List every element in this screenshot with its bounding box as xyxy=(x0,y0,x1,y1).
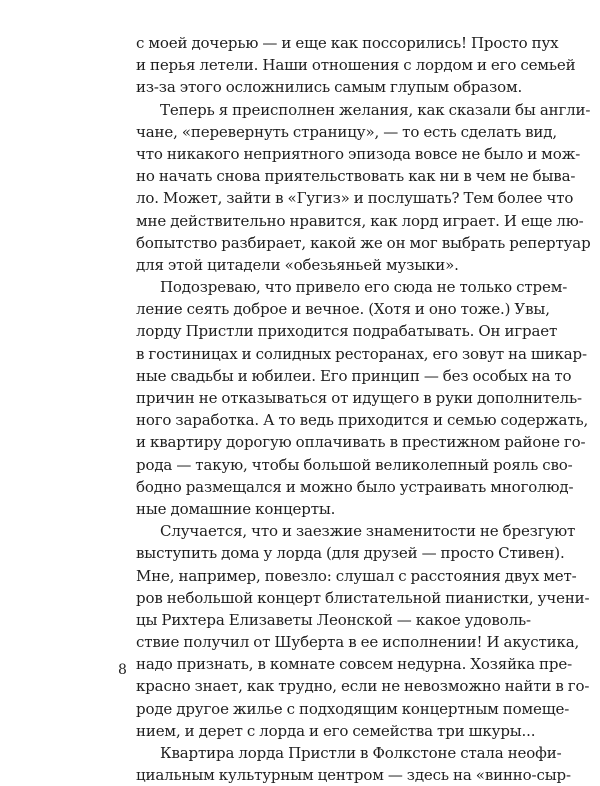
text-line: Подозреваю, что привело его сюда не только стрем- xyxy=(160,278,568,297)
text-line: ствие получил от Шуберта в ее исполнении! И акустика, xyxy=(136,633,580,652)
text-line: бопытство разбирает, какой же он мог выбрать репертуар xyxy=(136,233,591,252)
text-line: чане, «перевернуть страницу», — то есть сделать вид, xyxy=(136,122,557,141)
text-line: Квартира лорда Пристли в Фолкстоне стала неофи- xyxy=(160,744,562,762)
text-line: Теперь я преисполнен желания, как сказали бы англи- xyxy=(160,100,591,119)
text-line: что никакого неприятного эпизода вовсе не было и мож- xyxy=(136,144,581,163)
text-line: ные домашние концерты. xyxy=(136,499,336,518)
text-line: цы Рихтера Елизаветы Леонской — какое удоволь- xyxy=(136,610,531,629)
text-line: красно знает, как трудно, если не невозможно найти в го- xyxy=(136,677,590,696)
body-text xyxy=(136,32,591,786)
text-line: и перья летели. Наши отношения с лордом и его семьей xyxy=(136,56,576,75)
text-line: ло. Может, зайти в «Гугиз» и послушать? Тем более что xyxy=(136,189,574,208)
text-line: роде другое жилье с подходящим концертным помеще- xyxy=(136,699,570,718)
text-line: в гостиницах и солидных ресторанах, его зовут на шикар- xyxy=(136,344,587,363)
text-line: мне действительно нравится, как лорд играет. И еще лю- xyxy=(136,211,584,230)
text-line: циальным культурным центром — здесь на «винно-сыр- xyxy=(136,766,571,785)
text-line: с моей дочерью — и еще как поссорились! Просто пух xyxy=(136,34,559,52)
text-line: выступить дома у лорда (для друзей — просто Стивен). xyxy=(136,544,565,563)
text-line: лорду Пристли приходится подрабатывать. Он играет xyxy=(136,322,558,341)
text-line: Мне, например, повезло: слушал с расстояния двух мет- xyxy=(136,566,577,585)
page-number: 8 xyxy=(118,662,127,678)
text-line: и квартиру дорогую оплачивать в престижном районе го- xyxy=(136,433,586,452)
text-line: нием, и дерет с лорда и его семейства три шкуры... xyxy=(136,721,536,740)
text-line: бодно размещался и можно было устраивать многолюд- xyxy=(136,477,574,496)
text-line: причин не отказываться от идущего в руки дополнитель- xyxy=(136,389,582,407)
text-line: но начать снова приятельствовать как ни в чем не быва- xyxy=(136,167,576,186)
text-line: надо признать, в комнате совсем недурна. Хозяйка пре- xyxy=(136,655,573,674)
text-line: ные свадьбы и юбилеи. Его принцип — без особых на то xyxy=(136,366,572,385)
text-line: для этой цитадели «обезьяньей музыки». xyxy=(136,255,459,274)
text-line: из-за этого осложнились самым глупым образом. xyxy=(136,78,523,97)
text-line: ление сеять доброе и вечное. (Хотя и оно тоже.) Увы, xyxy=(136,300,550,319)
text-line: ров небольшой концерт блистательной пианистки, учени- xyxy=(136,588,590,607)
text-line: рода — такую, чтобы большой великолепный рояль сво- xyxy=(136,455,573,474)
text-line: Случается, что и заезжие знаменитости не брезгуют xyxy=(160,522,576,541)
text-line: ного заработка. А то ведь приходится и семью содержать, xyxy=(136,411,589,430)
